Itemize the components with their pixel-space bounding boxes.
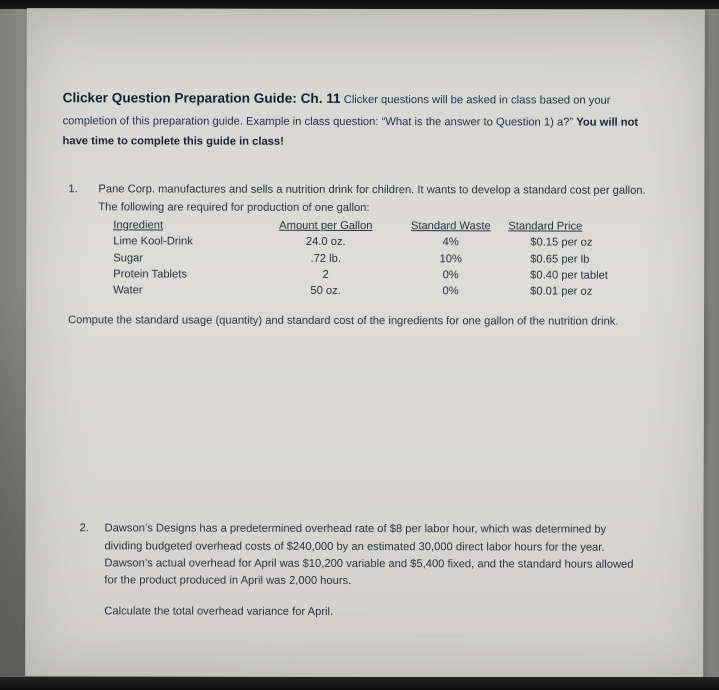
table-row <box>113 266 654 284</box>
question-2-number: 2. <box>79 522 89 535</box>
worksheet-page <box>25 8 705 678</box>
table-cell: $0.15 per oz <box>530 236 593 250</box>
table-cell: $0.01 per oz <box>530 285 593 298</box>
table-cell: 24.0 oz. <box>305 236 346 249</box>
table-cell: Water <box>113 284 143 297</box>
question-2 <box>61 521 653 592</box>
guide-intro-warning: You will not have time to complete this guide in class! <box>62 116 639 148</box>
table-cell: $0.65 per lb <box>530 253 590 266</box>
column-header-ingredient: Ingredient <box>113 219 164 232</box>
column-header-amount: Amount per Gallon <box>279 219 373 233</box>
table-cell: 4% <box>442 236 459 249</box>
column-header-price: Standard Price <box>508 220 583 233</box>
guide-intro-text: Clicker questions will be asked in class based on your completion of this preparation guide. Example in class question: “What is the answer to Question 1) a?” <box>62 93 611 129</box>
question-1 <box>62 182 654 218</box>
question-1-text: Pane Corp. manufactures and sells a nutrition drink for children. It wants to develop a standard cost per gallon. The following are required for production of one gallon: <box>98 183 646 214</box>
table-cell: 50 oz. <box>310 284 341 298</box>
table-cell: 2 <box>322 268 329 281</box>
table-row <box>113 234 654 252</box>
table-cell: Protein Tablets <box>113 268 188 281</box>
photo-bottom-edge <box>0 677 719 690</box>
table-row <box>113 282 654 300</box>
question-2-text: Dawson’s Designs has a predetermined overhead rate of $8 per labor hour, which was determined by dividing budgeted overhead costs of $240,000 by an estimated 30,000 direct labor hours for the year. Dawson’s actual overhead for April was $10,200 variable and $5,400 fixed, and the standard hours allowed for the product produced in April was 2,000 hours. <box>104 522 634 588</box>
table-cell: 0% <box>442 285 459 298</box>
guide-title: Clicker Question Preparation Guide: Ch. 11 <box>62 90 341 106</box>
table-cell: Sugar <box>113 252 144 265</box>
table-header-row <box>113 218 654 236</box>
table-cell: .72 lb. <box>310 252 341 265</box>
ingredients-table <box>113 218 654 301</box>
question-1-instruction: Compute the standard usage (quantity) and standard cost of the ingredients for one gallon of the nutrition drink. <box>68 314 619 329</box>
table-row <box>113 250 654 268</box>
guide-intro <box>62 86 654 153</box>
column-header-waste: Standard Waste <box>410 220 491 233</box>
question-2-instruction: Calculate the total overhead variance for April. <box>104 605 334 618</box>
table-cell: 0% <box>442 269 459 282</box>
table-cell: $0.40 per tablet <box>530 269 608 282</box>
table-cell: 10% <box>439 252 462 265</box>
table-cell: Lime Kool-Drink <box>113 235 193 248</box>
question-1-number: 1. <box>68 183 78 196</box>
